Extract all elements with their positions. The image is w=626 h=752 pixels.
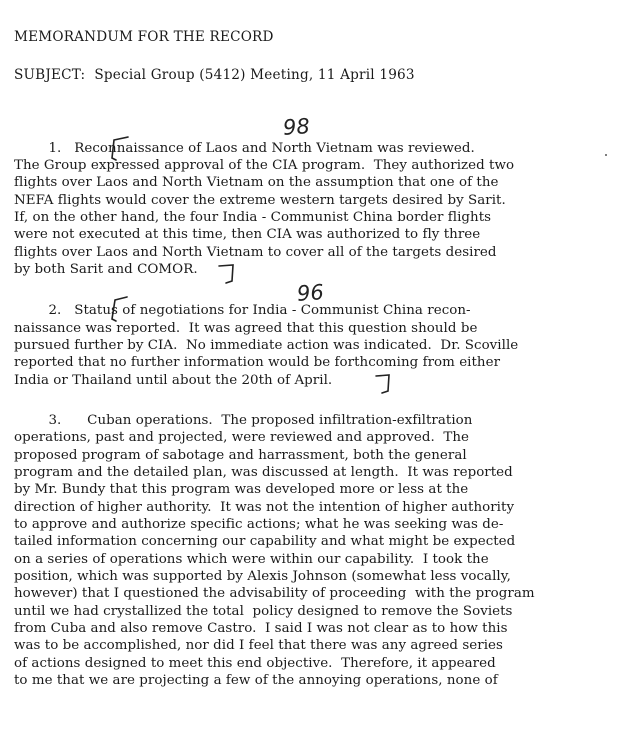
para1-line: were not executed at this time, then CIA was authorized to fly three	[14, 227, 481, 242]
para3-line: tailed information concerning our capability and what might be expected	[14, 534, 516, 549]
para3-line: from Cuba and also remove Castro. I said I was not clear as to how this	[14, 621, 508, 636]
bracket-close-para2	[376, 375, 389, 393]
para3-line: by Mr. Bundy that this program was developed more or less at the	[14, 482, 469, 497]
para3-line: however) that I questioned the advisability of proceeding with the program	[14, 586, 535, 601]
para1-line: 1. Reconnaissance of Laos and North Vietnam was reviewed.	[14, 141, 475, 156]
handwritten-number-98: 98	[282, 114, 311, 140]
para1-line: flights over Laos and North Vietnam to cover all of the targets desired	[14, 245, 497, 260]
para3-line: program and the detailed plan, was discussed at length. It was reported	[14, 465, 513, 480]
para1-line: flights over Laos and North Vietnam on the assumption that one of the	[14, 175, 499, 190]
para2-line: reported that no further information would be forthcoming from either	[14, 355, 501, 370]
subject-label: SUBJECT:	[14, 67, 86, 83]
bracket-open-para1	[112, 137, 128, 160]
para1-line: If, on the other hand, the four India - Communist China border flights	[14, 210, 492, 225]
para3-line: 3. Cuban operations. The proposed infiltration-exfiltration	[14, 413, 473, 428]
para3-line: direction of higher authority. It was not the intention of higher authority	[14, 500, 515, 515]
para3-line: position, which was supported by Alexis Johnson (somewhat less vocally,	[14, 569, 511, 584]
para2-line: 2. Status of negotiations for India - Communist China recon-	[14, 303, 471, 318]
para3-line: until we had crystallized the total policy designed to remove the Soviets	[14, 604, 513, 619]
para3-line: operations, past and projected, were reviewed and approved. The	[14, 430, 469, 445]
bracket-open-para2	[112, 297, 127, 321]
para2-line: India or Thailand until about the 20th of April.	[14, 373, 333, 388]
para2-line: naissance was reported. It was agreed that this question should be	[14, 321, 478, 336]
bracket-close-para1	[219, 265, 233, 283]
para1-line: The Group expressed approval of the CIA program. They authorized two	[14, 158, 515, 173]
memo-title: MEMORANDUM FOR THE RECORD	[14, 29, 274, 45]
para3-line: of actions designed to meet this end objective. Therefore, it appeared	[14, 656, 496, 671]
speck	[605, 154, 607, 156]
para3-line: was to be accomplished, nor did I feel that there was any agreed series	[14, 638, 503, 653]
subject-text: Special Group (5412) Meeting, 11 April 1963	[94, 67, 415, 83]
handwritten-number-96: 96	[296, 280, 325, 306]
para1-line: NEFA flights would cover the extreme western targets desired by Sarit.	[14, 193, 506, 208]
para2-line: pursued further by CIA. No immediate action was indicated. Dr. Scoville	[14, 338, 519, 353]
para3-line: to me that we are projecting a few of the annoying operations, none of	[14, 673, 498, 688]
para1-line: by both Sarit and COMOR.	[14, 262, 198, 277]
para3-line: to approve and authorize specific actions; what he was seeking was de-	[14, 517, 504, 532]
para3-line: proposed program of sabotage and harrassment, both the general	[14, 448, 467, 463]
para3-line: on a series of operations which were within our capability. I took the	[14, 552, 489, 567]
